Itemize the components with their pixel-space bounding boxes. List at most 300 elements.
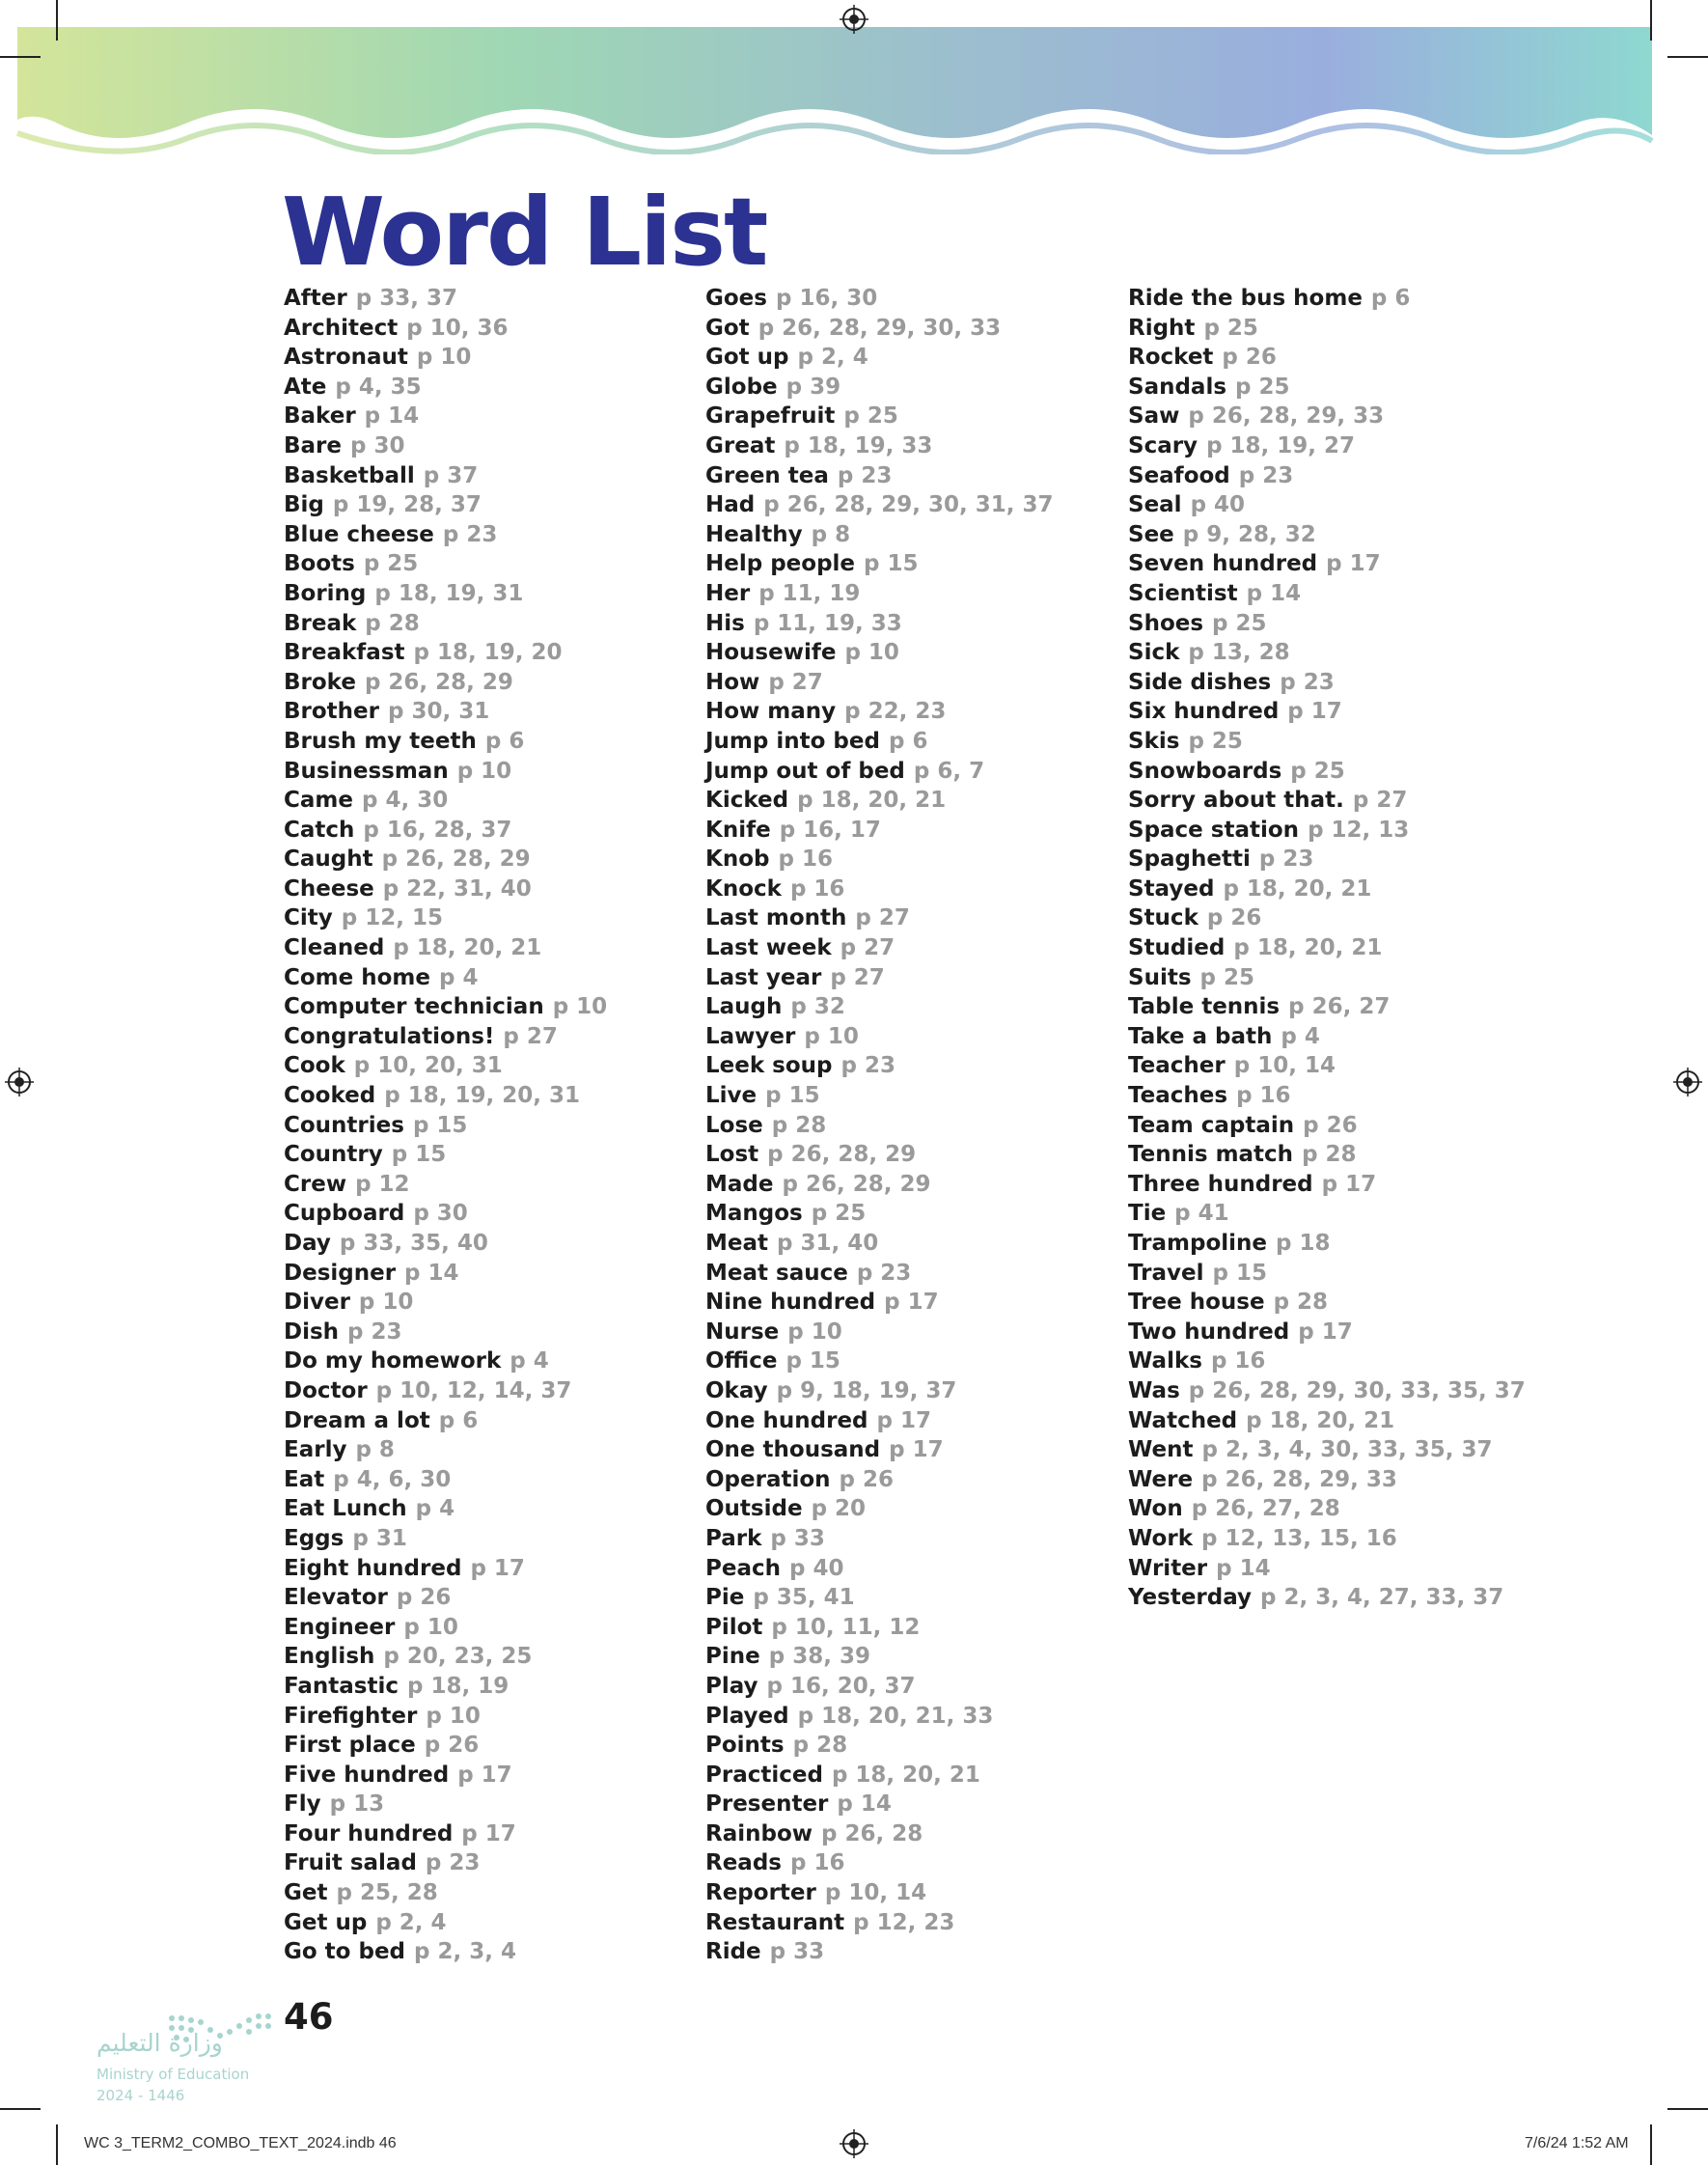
word-list-entry — [705, 1376, 1120, 1406]
entry-word: Lost — [705, 1142, 759, 1168]
entry-word: Fruit salad — [284, 1850, 417, 1876]
entry-word: Watched — [1128, 1407, 1238, 1433]
entry-word: Rocket — [1128, 345, 1214, 371]
entry-word: Seal — [1128, 492, 1182, 518]
entry-pages: p 23 — [442, 521, 498, 547]
entry-pages: p 26, 28, 29, 33 — [1188, 403, 1385, 430]
word-list-entry — [284, 874, 699, 904]
entry-pages: p 23 — [347, 1318, 402, 1345]
entry-pages: p 25 — [1199, 964, 1254, 990]
entry-pages: p 25 — [1290, 758, 1345, 784]
word-list-entry — [705, 402, 1120, 431]
entry-pages: p 19, 28, 37 — [332, 492, 482, 518]
entry-pages: p 6, 7 — [913, 758, 985, 784]
word-list-entry — [1128, 1583, 1543, 1613]
entry-pages: p 13 — [329, 1791, 385, 1818]
word-list-entry — [1128, 1081, 1543, 1111]
entry-word: Mangos — [705, 1201, 803, 1227]
entry-word: Go to bed — [284, 1939, 406, 1965]
entry-word: Diver — [284, 1290, 350, 1316]
word-list-entry — [284, 992, 699, 1022]
word-list-entry — [705, 903, 1120, 933]
word-list-entry — [284, 1318, 699, 1347]
entry-word: Caught — [284, 847, 373, 873]
word-list-entry — [284, 933, 699, 963]
entry-word: Crew — [284, 1171, 347, 1197]
word-list-entry — [705, 992, 1120, 1022]
entry-word: Park — [705, 1525, 762, 1551]
ministry-logo-text: Ministry of Education — [96, 2066, 250, 2083]
entry-word: Restaurant — [705, 1909, 845, 1935]
entry-pages: p 10 — [403, 1614, 458, 1640]
entry-pages: p 18, 20, 21, 33 — [797, 1703, 994, 1729]
entry-word: Sandals — [1128, 374, 1227, 400]
word-list-entry — [705, 668, 1120, 698]
entry-pages: p 16, 17 — [779, 817, 881, 843]
entry-word: Get — [284, 1880, 328, 1906]
word-list-entry — [284, 1346, 699, 1376]
entry-word: Two hundred — [1128, 1318, 1290, 1345]
word-list-entry — [1128, 1140, 1543, 1170]
entry-word: Doctor — [284, 1377, 368, 1403]
entry-word: Practiced — [705, 1762, 823, 1788]
entry-pages: p 11, 19 — [758, 580, 861, 606]
entry-pages: p 26, 28, 29 — [381, 847, 531, 873]
entry-pages: p 17 — [457, 1762, 512, 1788]
entry-pages: p 14 — [837, 1791, 892, 1818]
entry-pages: p 27 — [768, 669, 823, 695]
word-list-entry — [705, 757, 1120, 787]
entry-pages: p 14 — [1216, 1555, 1271, 1581]
word-list-entry — [705, 1937, 1120, 1967]
entry-word: Suits — [1128, 964, 1192, 990]
entry-word: Saw — [1128, 403, 1180, 430]
entry-word: Cheese — [284, 875, 374, 902]
entry-pages: p 28 — [1302, 1142, 1357, 1168]
entry-pages: p 26, 28 — [821, 1820, 923, 1846]
entry-word: Nurse — [705, 1318, 780, 1345]
entry-word: Four hundred — [284, 1820, 454, 1846]
entry-pages: p 4 — [1281, 1023, 1320, 1049]
word-list-entry — [284, 638, 699, 668]
entry-word: Globe — [705, 374, 778, 400]
entry-word: Space station — [1128, 817, 1300, 843]
word-list-entry — [284, 1790, 699, 1819]
entry-pages: p 25 — [363, 551, 419, 577]
word-list-entry — [705, 343, 1120, 373]
entry-word: Pie — [705, 1585, 745, 1611]
entry-pages: p 26, 28, 29 — [782, 1171, 931, 1197]
entry-word: Grapefruit — [705, 403, 836, 430]
entry-pages: p 16, 28, 37 — [363, 817, 512, 843]
entry-word: Came — [284, 788, 353, 814]
word-list-entry — [705, 1140, 1120, 1170]
entry-pages: p 39 — [785, 374, 841, 400]
crop-mark — [1667, 56, 1708, 58]
entry-word: Teacher — [1128, 1053, 1226, 1079]
entry-word: Big — [284, 492, 324, 518]
word-list-entry — [284, 903, 699, 933]
entry-pages: p 15 — [765, 1083, 820, 1109]
word-list-entry — [284, 845, 699, 874]
word-list-entry — [705, 1318, 1120, 1347]
entry-word: Take a bath — [1128, 1023, 1273, 1049]
entry-pages: p 6 — [888, 728, 928, 754]
entry-word: Catch — [284, 817, 355, 843]
entry-word: Had — [705, 492, 756, 518]
entry-pages: p 17 — [884, 1290, 939, 1316]
entry-word: Elevator — [284, 1585, 388, 1611]
entry-pages: p 14 — [1246, 580, 1302, 606]
word-list-entry — [284, 1140, 699, 1170]
entry-word: Last week — [705, 935, 832, 961]
word-list-entry — [1128, 520, 1543, 550]
entry-word: Team captain — [1128, 1112, 1295, 1138]
word-list-entry — [284, 1554, 699, 1584]
entry-pages: p 23 — [837, 462, 893, 488]
entry-pages: p 27 — [855, 905, 910, 931]
word-list-entry — [705, 874, 1120, 904]
entry-word: Got — [705, 315, 750, 341]
entry-pages: p 23 — [1238, 462, 1294, 488]
entry-pages: p 26 — [396, 1585, 452, 1611]
entry-word: Get up — [284, 1909, 368, 1935]
word-list-column-3 — [1128, 284, 1543, 1613]
word-list-entry — [705, 1642, 1120, 1672]
entry-word: Walks — [1128, 1348, 1202, 1374]
word-list-entry — [284, 579, 699, 609]
entry-pages: p 8 — [811, 521, 851, 547]
word-list-entry — [705, 1199, 1120, 1229]
footer-date: 7/6/24 1:52 AM — [1525, 2135, 1629, 2151]
entry-pages: p 4, 6, 30 — [333, 1466, 452, 1492]
word-list-entry — [1128, 786, 1543, 816]
word-list-entry — [1128, 933, 1543, 963]
entry-word: Come home — [284, 964, 430, 990]
entry-word: Firefighter — [284, 1703, 418, 1729]
entry-pages: p 18 — [1276, 1231, 1331, 1256]
entry-word: Won — [1128, 1496, 1183, 1522]
entry-pages: p 18, 19, 27 — [1206, 432, 1356, 458]
entry-pages: p 33, 35, 40 — [339, 1231, 488, 1256]
entry-word: Skis — [1128, 728, 1180, 754]
entry-pages: p 22, 31, 40 — [382, 875, 532, 902]
entry-word: Meat — [705, 1231, 769, 1256]
crop-mark — [0, 56, 41, 58]
entry-pages: p 26 — [1303, 1112, 1358, 1138]
word-list-entry — [705, 1819, 1120, 1849]
entry-word: Stuck — [1128, 905, 1198, 931]
entry-pages: p 2, 3, 4 — [414, 1939, 517, 1965]
entry-pages: p 25 — [1188, 728, 1243, 754]
word-list-entry — [284, 1848, 699, 1878]
entry-word: Played — [705, 1703, 789, 1729]
word-list-entry — [705, 490, 1120, 520]
entry-word: Was — [1128, 1377, 1180, 1403]
entry-word: Day — [284, 1231, 331, 1256]
word-list-entry — [284, 1229, 699, 1259]
entry-word: Teaches — [1128, 1083, 1228, 1109]
word-list-entry — [705, 1406, 1120, 1436]
word-list-entry — [284, 1908, 699, 1938]
entry-pages: p 26, 28, 29, 30, 33, 35, 37 — [1188, 1377, 1526, 1403]
entry-pages: p 25 — [843, 403, 898, 430]
entry-pages: p 27 — [840, 935, 895, 961]
entry-word: Kicked — [705, 788, 789, 814]
word-list-entry — [284, 1761, 699, 1790]
entry-pages: p 18, 20, 21 — [1233, 935, 1383, 961]
word-list-column-1 — [284, 284, 699, 1967]
entry-pages: p 18, 20, 21 — [393, 935, 542, 961]
entry-word: Last year — [705, 964, 822, 990]
word-list-entry — [1128, 992, 1543, 1022]
word-list-entry — [705, 1731, 1120, 1761]
entry-pages: p 10, 14 — [824, 1880, 927, 1906]
entry-pages: p 4, 30 — [361, 788, 449, 814]
word-list-entry — [705, 1465, 1120, 1495]
entry-word: Shoes — [1128, 610, 1204, 636]
entry-word: Jump into bed — [705, 728, 880, 754]
entry-word: Live — [705, 1083, 758, 1109]
entry-word: Were — [1128, 1466, 1194, 1492]
entry-pages: p 26, 28, 29 — [767, 1142, 917, 1168]
entry-pages: p 10 — [426, 1703, 481, 1729]
entry-pages: p 14 — [404, 1260, 459, 1286]
entry-pages: p 28 — [792, 1733, 848, 1759]
entry-pages: p 2, 4 — [375, 1909, 447, 1935]
entry-word: Trampoline — [1128, 1231, 1267, 1256]
word-list-entry — [1128, 1051, 1543, 1081]
word-list-entry — [284, 1819, 699, 1849]
entry-word: Spaghetti — [1128, 847, 1251, 873]
entry-word: Dream a lot — [284, 1407, 430, 1433]
entry-word: Made — [705, 1171, 774, 1197]
word-list-entry — [705, 1761, 1120, 1790]
entry-pages: p 10, 36 — [406, 315, 509, 341]
entry-word: Break — [284, 610, 357, 636]
entry-pages: p 4 — [439, 964, 479, 990]
entry-pages: p 23 — [425, 1850, 481, 1876]
entry-pages: p 10 — [804, 1023, 859, 1049]
word-list-entry — [284, 786, 699, 816]
word-list-entry — [284, 1111, 699, 1141]
entry-word: Housewife — [705, 640, 837, 666]
entry-word: Eight hundred — [284, 1555, 462, 1581]
entry-pages: p 26, 27 — [1288, 994, 1391, 1020]
word-list-entry — [705, 314, 1120, 344]
entry-pages: p 18, 19, 31 — [374, 580, 524, 606]
entry-word: Architect — [284, 315, 399, 341]
entry-pages: p 17 — [1326, 551, 1381, 577]
crop-mark — [1650, 0, 1652, 41]
entry-word: Early — [284, 1437, 347, 1463]
entry-pages: p 2, 3, 4, 27, 33, 37 — [1260, 1585, 1504, 1611]
word-list-entry — [284, 1642, 699, 1672]
entry-word: Scientist — [1128, 580, 1238, 606]
word-list-entry — [1128, 1199, 1543, 1229]
entry-pages: p 10 — [456, 758, 512, 784]
word-list-entry — [284, 757, 699, 787]
entry-pages: p 10 — [358, 1290, 414, 1316]
ministry-logo-year: 2024 - 1446 — [96, 2087, 185, 2104]
entry-word: Bare — [284, 432, 342, 458]
entry-pages: p 23 — [856, 1260, 912, 1286]
entry-pages: p 6 — [1370, 286, 1411, 311]
entry-pages: p 27 — [830, 964, 885, 990]
entry-pages: p 18, 20, 21 — [1246, 1407, 1395, 1433]
word-list-entry — [284, 1672, 699, 1702]
entry-word: Boring — [284, 580, 367, 606]
entry-pages: p 6 — [438, 1407, 479, 1433]
word-list-entry — [1128, 697, 1543, 727]
entry-pages: p 23 — [840, 1053, 895, 1079]
word-list-entry — [1128, 609, 1543, 639]
word-list-entry — [1128, 549, 1543, 579]
entry-pages: p 9, 28, 32 — [1182, 521, 1316, 547]
entry-pages: p 17 — [889, 1437, 944, 1463]
entry-pages: p 40 — [788, 1555, 844, 1581]
entry-pages: p 10, 14 — [1233, 1053, 1336, 1079]
word-list-entry — [284, 1051, 699, 1081]
word-list-entry — [1128, 1494, 1543, 1524]
word-list-entry — [705, 549, 1120, 579]
entry-pages: p 16 — [1236, 1083, 1291, 1109]
entry-pages: p 26, 28, 29 — [364, 669, 513, 695]
word-list-entry — [1128, 284, 1543, 314]
word-list-entry — [1128, 490, 1543, 520]
word-list-entry — [284, 1259, 699, 1289]
entry-pages: p 6 — [484, 728, 525, 754]
word-list-entry — [284, 1613, 699, 1643]
entry-word: Eggs — [284, 1525, 344, 1551]
entry-pages: p 27 — [503, 1023, 558, 1049]
word-list-entry — [1128, 1554, 1543, 1584]
entry-word: Last month — [705, 905, 847, 931]
word-list-entry — [284, 1583, 699, 1613]
word-list-entry — [284, 314, 699, 344]
entry-word: Fantastic — [284, 1673, 399, 1699]
entry-pages: p 14 — [364, 403, 420, 430]
entry-word: Office — [705, 1348, 778, 1374]
entry-word: Seafood — [1128, 462, 1230, 488]
entry-pages: p 15 — [864, 551, 919, 577]
word-list-entry — [1128, 1465, 1543, 1495]
entry-word: Reporter — [705, 1880, 816, 1906]
entry-pages: p 16 — [789, 1850, 845, 1876]
entry-pages: p 22, 23 — [844, 699, 947, 725]
crop-mark — [1650, 2124, 1652, 2165]
word-list-entry — [1128, 579, 1543, 609]
entry-word: Basketball — [284, 462, 415, 488]
entry-word: Nine hundred — [705, 1290, 876, 1316]
entry-word: Three hundred — [1128, 1171, 1313, 1197]
entry-pages: p 33 — [769, 1939, 825, 1965]
entry-word: Scary — [1128, 432, 1198, 458]
crop-mark — [56, 2124, 58, 2165]
word-list-entry — [1128, 638, 1543, 668]
word-list-entry — [284, 1731, 699, 1761]
word-list-entry — [284, 549, 699, 579]
entry-word: Peach — [705, 1555, 781, 1581]
crop-mark — [1667, 2108, 1708, 2110]
entry-word: Five hundred — [284, 1762, 450, 1788]
entry-pages: p 4 — [510, 1348, 549, 1374]
entry-word: How — [705, 669, 760, 695]
entry-word: Snowboards — [1128, 758, 1282, 784]
registration-mark-icon — [840, 5, 868, 34]
entry-pages: p 10 — [416, 345, 472, 371]
entry-pages: p 8 — [355, 1437, 395, 1463]
entry-pages: p 16, 30 — [775, 286, 878, 311]
word-list-entry — [1128, 1022, 1543, 1052]
word-list-entry — [284, 668, 699, 698]
entry-word: Went — [1128, 1437, 1194, 1463]
entry-word: Countries — [284, 1112, 404, 1138]
entry-word: After — [284, 286, 347, 311]
word-list-entry — [1128, 1406, 1543, 1436]
word-list-entry — [284, 1435, 699, 1465]
word-list-column-2 — [705, 284, 1120, 1967]
entry-word: Got up — [705, 345, 789, 371]
entry-pages: p 16 — [1210, 1348, 1266, 1374]
entry-word: One hundred — [705, 1407, 868, 1433]
word-list-entry — [1128, 1435, 1543, 1465]
word-list-entry — [705, 727, 1120, 757]
entry-pages: p 10 — [844, 640, 899, 666]
ministry-logo-arabic: وزارة التعليم — [96, 2029, 223, 2057]
entry-word: English — [284, 1644, 375, 1670]
entry-pages: p 10 — [787, 1318, 842, 1345]
entry-pages: p 13, 28 — [1188, 640, 1290, 666]
entry-word: Knob — [705, 847, 770, 873]
word-list-entry — [705, 1435, 1120, 1465]
word-list-entry — [705, 933, 1120, 963]
entry-pages: p 18, 20, 21 — [797, 788, 947, 814]
word-list-entry — [284, 520, 699, 550]
footer-file-info: WC 3_TERM2_COMBO_TEXT_2024.indb 46 — [84, 2135, 397, 2151]
word-list-entry — [284, 727, 699, 757]
entry-word: Points — [705, 1733, 785, 1759]
entry-word: Green tea — [705, 462, 829, 488]
entry-pages: p 26, 28, 29, 30, 31, 37 — [763, 492, 1054, 518]
word-list-entry — [705, 609, 1120, 639]
word-list-entry — [1128, 343, 1543, 373]
entry-word: Great — [705, 432, 776, 458]
entry-pages: p 2, 4 — [797, 345, 868, 371]
entry-word: Do my homework — [284, 1348, 502, 1374]
word-list-entry — [284, 1081, 699, 1111]
page-title: Word List — [282, 178, 767, 287]
registration-mark-icon — [840, 2129, 868, 2158]
entry-pages: p 18, 19 — [406, 1673, 510, 1699]
word-list-entry — [1128, 668, 1543, 698]
entry-word: Ride — [705, 1939, 761, 1965]
entry-pages: p 17 — [1287, 699, 1342, 725]
word-list-entry — [705, 845, 1120, 874]
word-list-entry — [284, 1878, 699, 1908]
word-list-entry — [705, 1672, 1120, 1702]
entry-pages: p 12, 13, 15, 16 — [1201, 1525, 1397, 1551]
entry-word: Knock — [705, 875, 782, 902]
entry-pages: p 28 — [1273, 1290, 1329, 1316]
word-list-entry — [705, 1583, 1120, 1613]
entry-pages: p 18, 20, 21 — [831, 1762, 980, 1788]
word-list-entry — [705, 1702, 1120, 1732]
word-list-entry — [1128, 903, 1543, 933]
word-list-entry — [284, 609, 699, 639]
word-list-entry — [705, 1494, 1120, 1524]
entry-word: Tennis match — [1128, 1142, 1294, 1168]
